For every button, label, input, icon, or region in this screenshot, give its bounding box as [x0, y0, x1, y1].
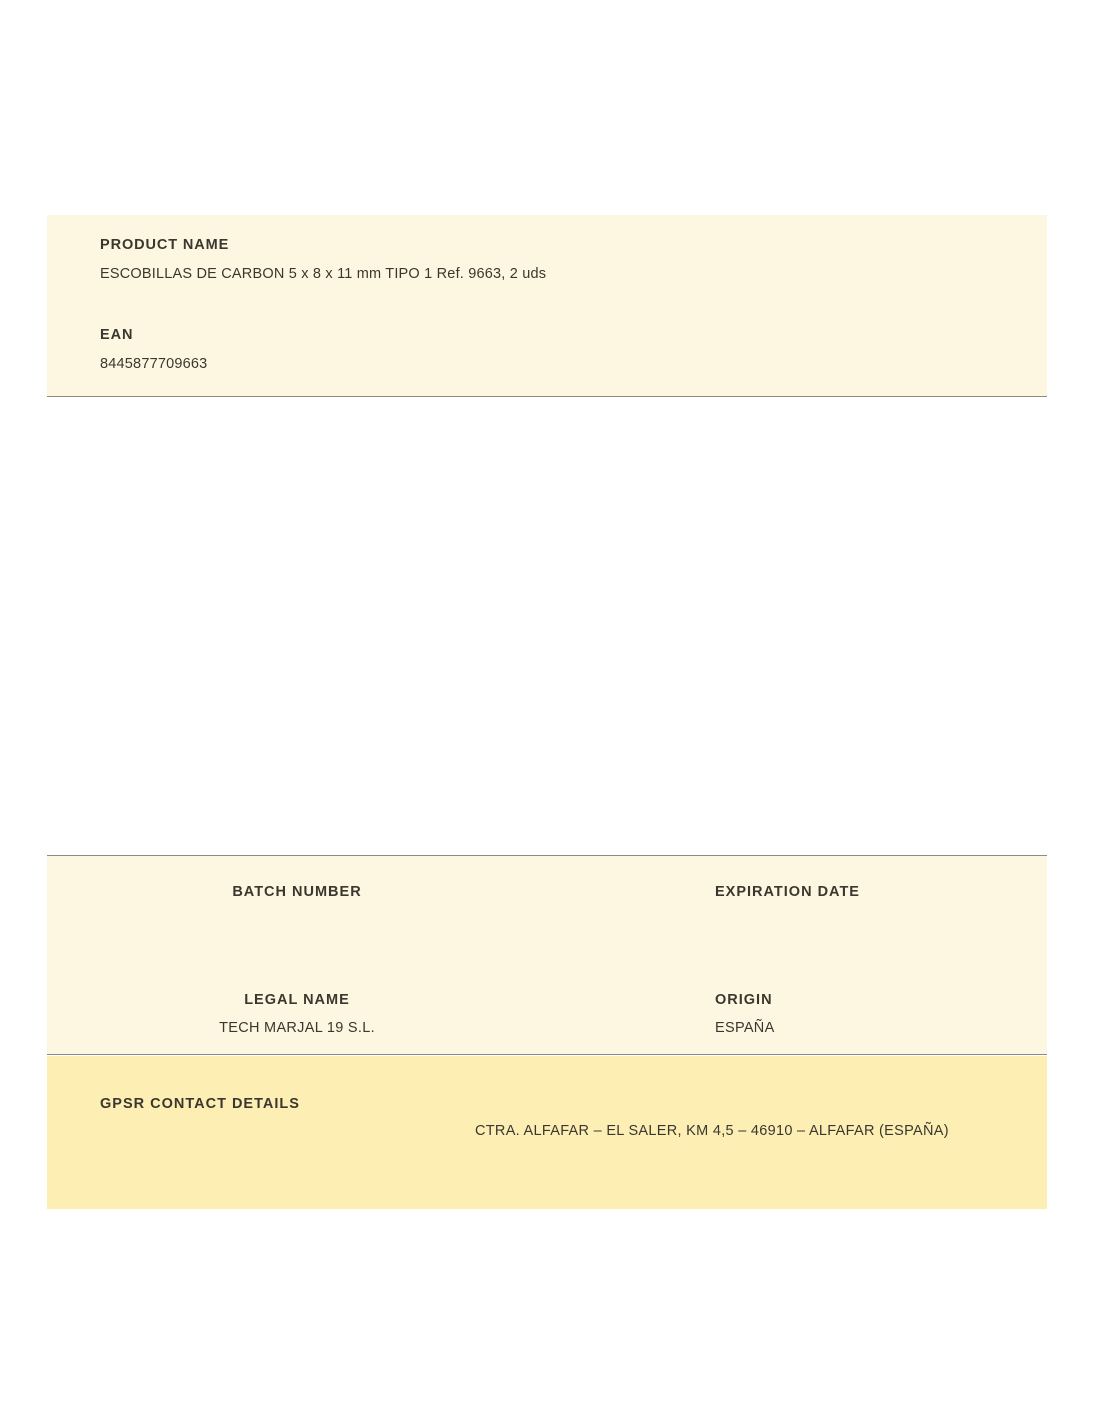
product-name-label: PRODUCT NAME	[100, 237, 230, 253]
expiration-date-field	[547, 884, 1047, 930]
ean-label: EAN	[100, 327, 134, 343]
batch-number-field	[47, 884, 547, 930]
batch-expiration-row	[47, 884, 1047, 930]
legal-name-value: TECH MARJAL 19 S.L.	[219, 1020, 375, 1036]
product-details-block	[47, 855, 1047, 1055]
batch-number-value	[47, 912, 547, 930]
origin-field	[547, 992, 1047, 1038]
product-name-value: ESCOBILLAS DE CARBON 5 x 8 x 11 mm TIPO 1 Ref. 9663, 2 uds	[100, 266, 547, 282]
legal-origin-row	[47, 992, 1047, 1038]
origin-label: ORIGIN	[715, 992, 773, 1008]
gpsr-contact-value: CTRA. ALFAFAR – EL SALER, KM 4,5 – 46910 – ALFAFAR (ESPAÑA)	[475, 1123, 949, 1139]
gpsr-contact-block	[47, 1056, 1047, 1209]
origin-value: ESPAÑA	[715, 1020, 775, 1036]
expiration-date-label: EXPIRATION DATE	[715, 884, 860, 900]
product-identity-block	[47, 215, 1047, 397]
gpsr-contact-label: GPSR CONTACT DETAILS	[100, 1096, 300, 1112]
expiration-date-value	[715, 912, 1047, 930]
legal-name-label: LEGAL NAME	[244, 992, 350, 1008]
batch-number-label: BATCH NUMBER	[232, 884, 362, 900]
legal-name-field	[47, 992, 547, 1038]
ean-value: 8445877709663	[100, 356, 208, 372]
